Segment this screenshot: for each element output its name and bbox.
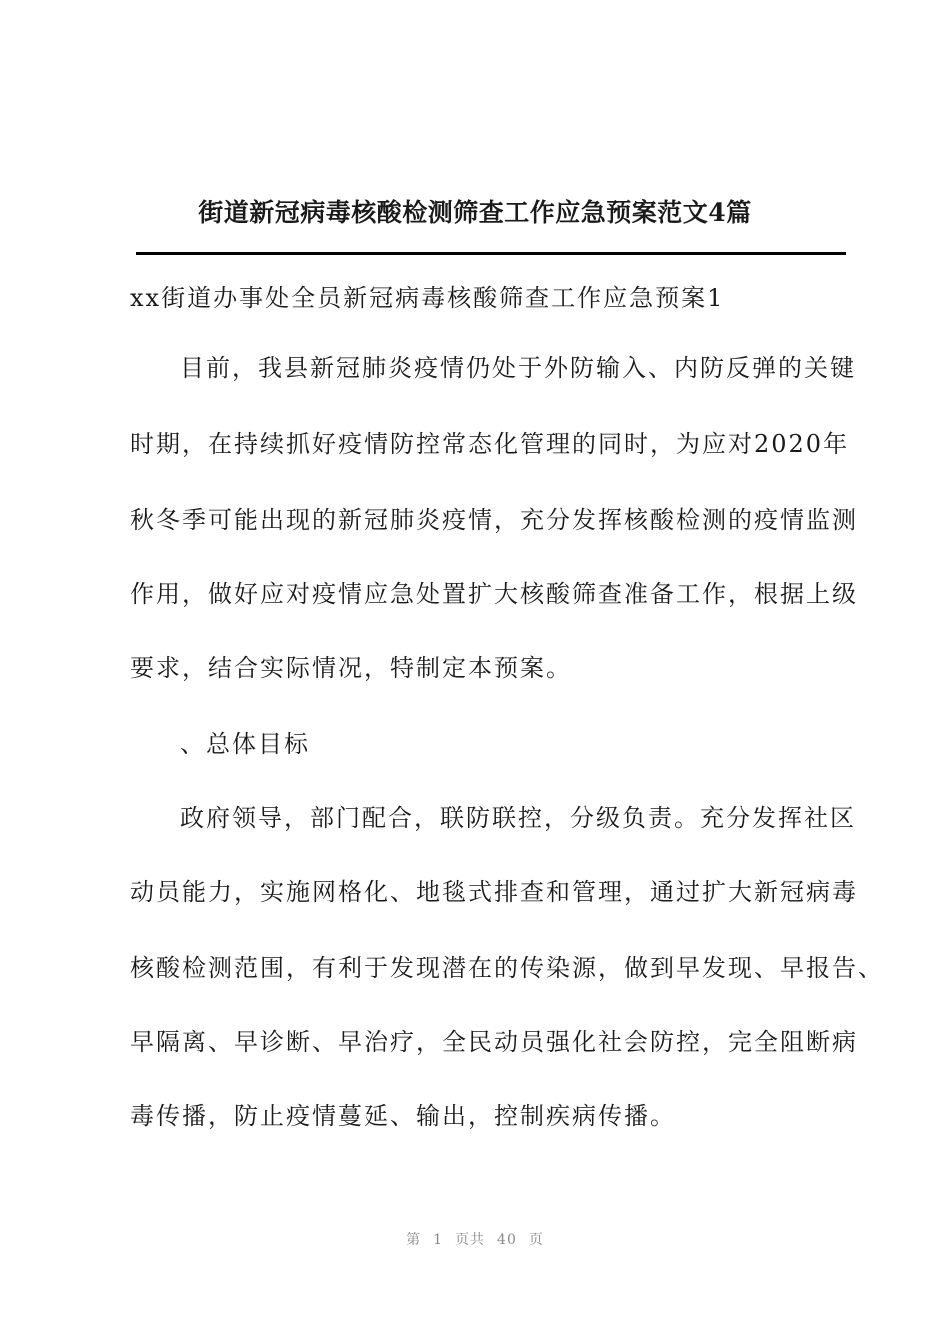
title-underline — [136, 252, 846, 255]
paragraph-line: 作用，做好应对疫情应急处置扩大核酸筛查准备工作，根据上级 — [130, 580, 858, 608]
page-label-suffix: 页 — [528, 1232, 544, 1248]
paragraph-line: 核酸检测范围，有利于发现潜在的传染源，做到早发现、早报告、 — [130, 954, 884, 982]
paragraph-line: 早隔离、早诊断、早治疗，全民动员强化社会防控，完全阻断病 — [130, 1028, 858, 1056]
total-pages-number: 40 — [497, 1232, 517, 1248]
paragraph-line: 毒传播，防止疫情蔓延、输出，控制疾病传播。 — [130, 1102, 676, 1130]
paragraph-line: 动员能力，实施网格化、地毯式排查和管理，通过扩大新冠病毒 — [130, 878, 858, 906]
section-heading: xx街道办事处全员新冠病毒核酸筛查工作应急预案1 — [130, 284, 725, 312]
page-label-prefix: 第 — [406, 1232, 422, 1248]
current-page-number: 1 — [433, 1232, 444, 1248]
paragraph-line: 时期，在持续抓好疫情防控常态化管理的同时，为应对2020年 — [130, 430, 850, 458]
paragraph-line: 秋冬季可能出现的新冠肺炎疫情，充分发挥核酸检测的疫情监测 — [130, 506, 858, 534]
section-heading-general-goals: 、总体目标 — [180, 730, 310, 758]
document-title: 街道新冠病毒核酸检测筛查工作应急预案范文4篇 — [198, 198, 752, 227]
paragraph-line: 要求，结合实际情况，特制定本预案。 — [130, 654, 572, 682]
page-label-mid: 页共 — [455, 1232, 486, 1248]
page-footer — [0, 1229, 950, 1249]
paragraph-line: 目前，我县新冠肺炎疫情仍处于外防输入、内防反弹的关键 — [180, 354, 856, 382]
paragraph-line: 政府领导，部门配合，联防联控，分级负责。充分发挥社区 — [180, 804, 856, 832]
